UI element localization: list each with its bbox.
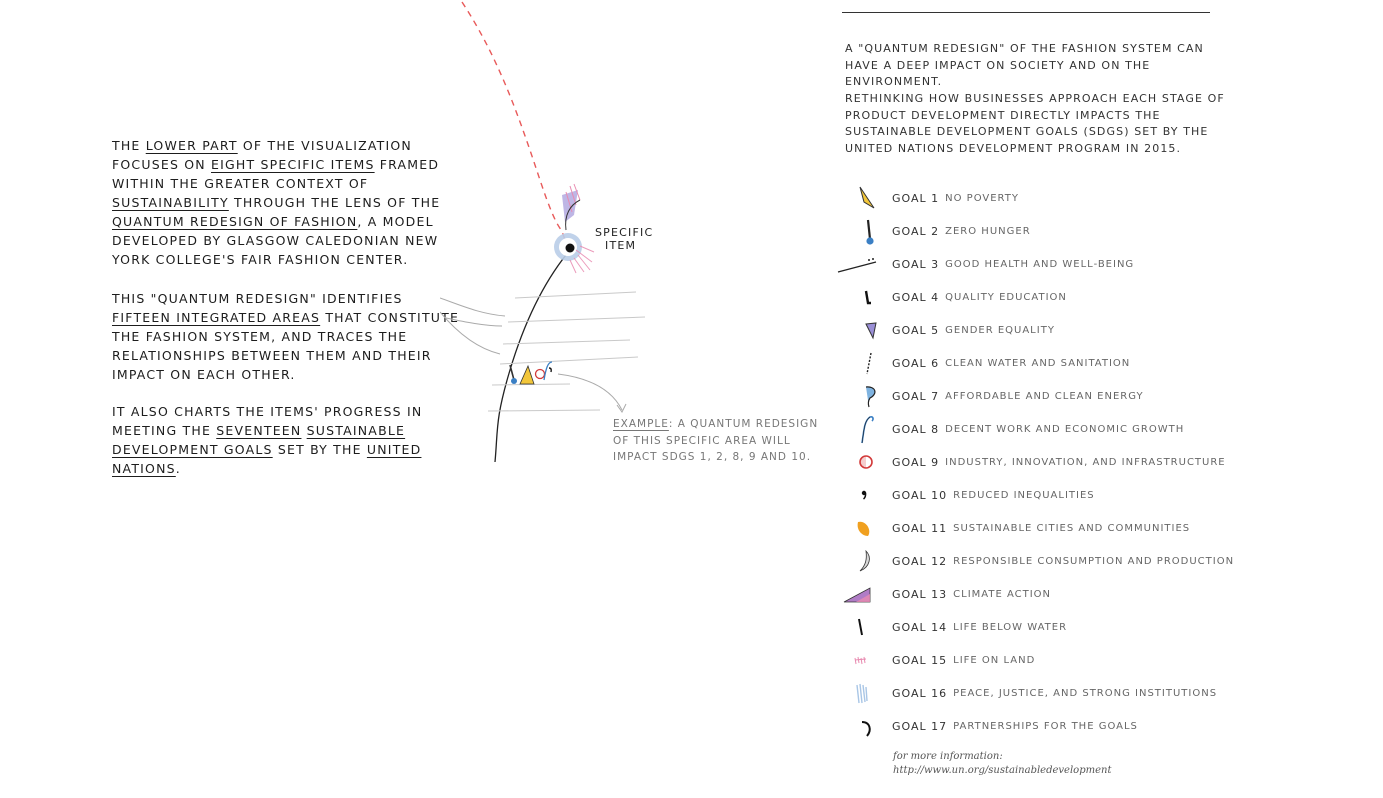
goal-item-8 [836, 413, 1256, 446]
mark-comma [549, 368, 551, 372]
goal-label: GOAL 6 [892, 357, 940, 370]
orange-half-disc-icon [836, 512, 884, 545]
underlined-text: QUANTUM REDESIGN OF FASHION [112, 214, 358, 229]
goal-label: GOAL 16 [892, 687, 948, 700]
red-dashed-link [462, 2, 566, 244]
goal-item-16 [836, 677, 1256, 710]
sdg-intro-2: RETHINKING HOW BUSINESSES APPROACH EACH STAGE OF PRODUCT DEVELOPMENT DIRECTLY IMPACTS THE SUSTAINABLE DEVELOPMENT GOALS (SDGS) SET BY THE UNITED NATIONS DEVELOPMENT PROGRAM IN 2015. [845, 92, 1225, 155]
area-lines [488, 292, 645, 411]
goal-desc: PARTNERSHIPS FOR THE GOALS [953, 721, 1138, 732]
label-line: SPECIFIC [595, 226, 654, 239]
underlined-text: FIFTEEN INTEGRATED AREAS [112, 310, 321, 325]
slanted-stroke-icon [836, 611, 884, 644]
text: THAT CONSTITUTE THE FASHION SYSTEM, AND TRACES THE RELATIONSHIPS BETWEEN THEM AND THEIR IMPACT ON EACH OTHER. [112, 310, 460, 382]
pink-hatch-icon [836, 644, 884, 677]
goal-item-1 [836, 182, 1256, 215]
text: THROUGH THE LENS OF THE [228, 195, 441, 210]
sdg-intro-1: A "QUANTUM REDESIGN" OF THE FASHION SYSTEM CAN HAVE A DEEP IMPACT ON SOCIETY AND ON THE ENVIRONMENT. [845, 42, 1204, 88]
goal-item-7 [836, 380, 1256, 413]
goal-label: GOAL 8 [892, 423, 940, 436]
sdg-goal-list [836, 182, 1256, 743]
underlined-text: SUSTAINABILITY [112, 195, 229, 210]
pink-wedge-icon [836, 578, 884, 611]
goal-item-4 [836, 281, 1256, 314]
goal-item-5 [836, 314, 1256, 347]
item-dot [566, 244, 575, 253]
pointer-arrows [440, 298, 505, 354]
goal-item-2 [836, 215, 1256, 248]
goal-desc: INDUSTRY, INNOVATION, AND INFRASTRUCTURE [945, 457, 1226, 468]
goal-desc: LIFE ON LAND [953, 655, 1036, 666]
goal-desc: AFFORDABLE AND CLEAN ENERGY [945, 391, 1144, 402]
goal-item-12 [836, 545, 1256, 578]
goal-desc: SUSTAINABLE CITIES AND COMMUNITIES [953, 523, 1191, 534]
goal-item-17 [836, 710, 1256, 743]
goal-desc: NO POVERTY [945, 193, 1019, 204]
comma-icon [836, 479, 884, 512]
stem-line [495, 250, 570, 462]
text: OF THE VISUALIZATION FOCUSES ON [112, 138, 412, 172]
goal-label: GOAL 5 [892, 324, 940, 337]
goal-desc: RESPONSIBLE CONSUMPTION AND PRODUCTION [953, 556, 1235, 567]
goal-label: GOAL 10 [892, 489, 948, 502]
dotted-line-icon [836, 248, 884, 281]
goal-desc: GOOD HEALTH AND WELL-BEING [945, 259, 1135, 270]
goal-label: GOAL 15 [892, 654, 948, 667]
goal-desc: CLIMATE ACTION [953, 589, 1051, 600]
goal-item-14 [836, 611, 1256, 644]
goal-desc: PEACE, JUSTICE, AND STRONG INSTITUTIONS [953, 688, 1218, 699]
intro-paragraph-lower-part [112, 136, 462, 269]
black-stroke-icon [836, 281, 884, 314]
goal-desc: LIFE BELOW WATER [953, 622, 1068, 633]
black-arc-icon [836, 710, 884, 743]
mark-blue-bulb [510, 365, 514, 380]
dashed-stroke-icon [836, 347, 884, 380]
goal-desc: DECENT WORK AND ECONOMIC GROWTH [945, 424, 1185, 435]
label-line: ITEM [605, 239, 637, 252]
goal-label: GOAL 9 [892, 456, 940, 469]
goal-label: GOAL 2 [892, 225, 940, 238]
goal-label: GOAL 12 [892, 555, 948, 568]
text: THE [112, 138, 146, 153]
text: , A MODEL DEVELOPED BY GLASGOW CALEDONIAN NEW YORK COLLEGE'S FAIR FASHION CENTER. [112, 214, 439, 267]
blue-bulb-icon [836, 215, 884, 248]
mark-blue-bulb-dot [511, 378, 517, 384]
goal-label: GOAL 7 [892, 390, 940, 403]
more-info-url[interactable]: http://www.un.org/sustainabledevelopment [893, 765, 1112, 776]
goal-item-13 [836, 578, 1256, 611]
mark-yellow-triangle [520, 366, 534, 384]
example-lead: EXAMPLE [613, 418, 669, 430]
goal-desc: ZERO HUNGER [945, 226, 1031, 237]
goal-desc: REDUCED INEQUALITIES [953, 490, 1095, 501]
goal-item-15 [836, 644, 1256, 677]
specific-item-label [595, 226, 653, 252]
example-text: : A QUANTUM REDESIGN OF THIS SPECIFIC AREA WILL IMPACT SDGS 1, 2, 8, 9 AND 10. [613, 418, 819, 463]
crescent-icon [836, 545, 884, 578]
goal-label: GOAL 17 [892, 720, 948, 733]
goal-item-10 [836, 479, 1256, 512]
top-rule [842, 12, 1210, 13]
goal-label: GOAL 1 [892, 192, 940, 205]
goal-label: GOAL 14 [892, 621, 948, 634]
blue-curve-icon [836, 413, 884, 446]
intro-paragraph-seventeen-goals [112, 402, 462, 478]
goal-desc: CLEAN WATER AND SANITATION [945, 358, 1131, 369]
goal-label: GOAL 13 [892, 588, 948, 601]
purple-triangle-icon [836, 314, 884, 347]
more-info-label: for more information: [893, 751, 1003, 762]
text: IT ALSO CHARTS THE ITEMS' PROGRESS IN MEETING THE [112, 404, 423, 438]
goal-item-3 [836, 248, 1256, 281]
underlined-text: SUSTAINABLE DEVELOPMENT GOALS [112, 423, 406, 457]
example-note [613, 416, 828, 466]
yellow-triangle-icon [836, 182, 884, 215]
underlined-text: LOWER PART [145, 138, 238, 153]
text: . [175, 461, 181, 476]
blue-hook-icon [836, 380, 884, 413]
example-arrow [558, 374, 622, 410]
goal-label: GOAL 3 [892, 258, 940, 271]
light-blue-blob-icon [836, 677, 884, 710]
goal-item-9 [836, 446, 1256, 479]
more-info-note [893, 750, 1111, 778]
goal-item-11 [836, 512, 1256, 545]
goal-label: GOAL 11 [892, 522, 948, 535]
mark-red-circle [536, 370, 545, 379]
intro-paragraph-fifteen-areas [112, 289, 462, 384]
goal-item-6 [836, 347, 1256, 380]
text: FRAMED WITHIN THE GREATER CONTEXT OF [112, 157, 440, 191]
underlined-text: SEVENTEEN [216, 423, 302, 438]
text: SET BY THE [272, 442, 367, 457]
red-circle-icon [836, 446, 884, 479]
underlined-text: EIGHT SPECIFIC ITEMS [211, 157, 375, 172]
goal-desc: GENDER EQUALITY [945, 325, 1055, 336]
text: THIS "QUANTUM REDESIGN" IDENTIFIES [112, 291, 403, 306]
goal-desc: QUALITY EDUCATION [945, 292, 1067, 303]
underlined-text: UNITED NATIONS [112, 442, 422, 476]
goal-label: GOAL 4 [892, 291, 940, 304]
